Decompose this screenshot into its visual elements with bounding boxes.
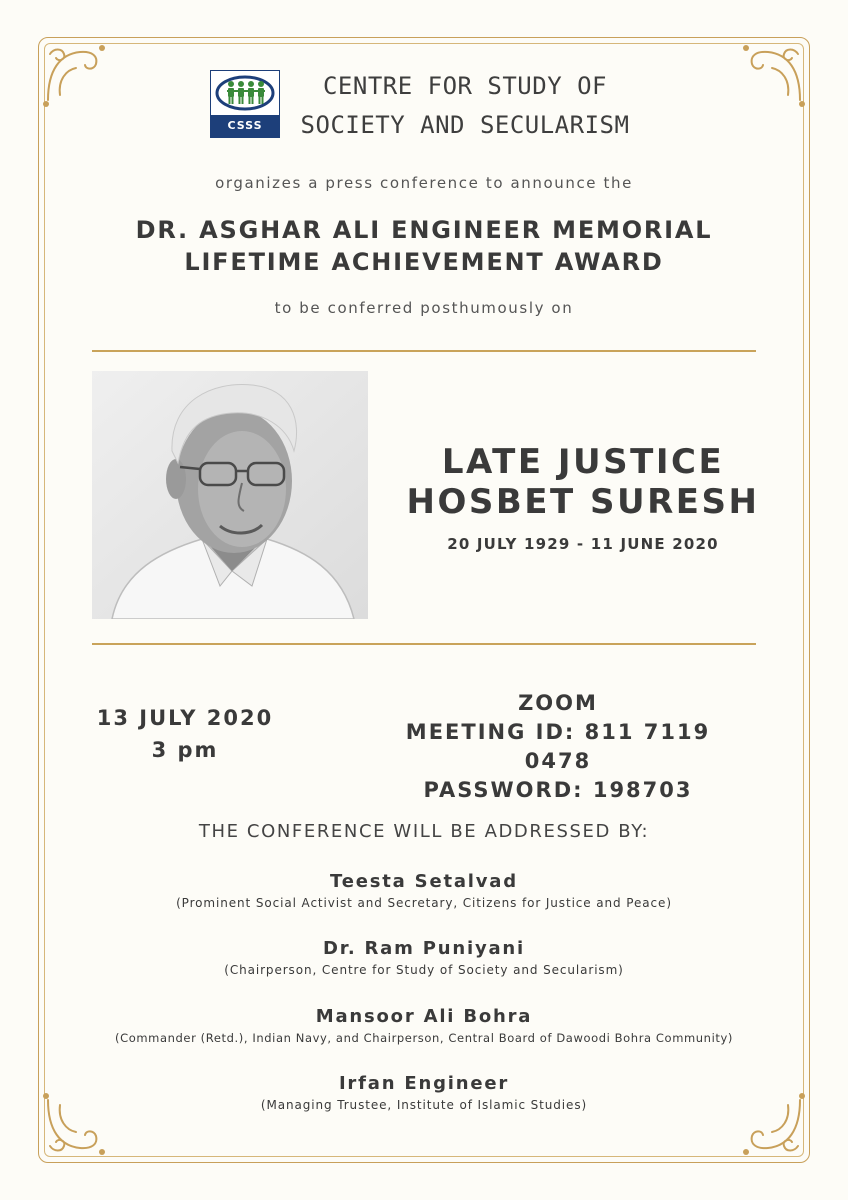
speaker-role: (Managing Trustee, Institute of Islamic Studies) (260, 1098, 588, 1112)
honoree-name-line1: LATE JUSTICE (441, 442, 725, 482)
corner-ornament-top-right (738, 40, 808, 110)
speaker-name: Teesta Setalvad (330, 871, 518, 892)
speaker-role: (Commander (Retd.), Indian Navy, and Chairperson, Central Board of Dawoodi Bohra Community) (115, 1031, 733, 1045)
speaker-3 (30, 1006, 818, 1045)
speaker-role: (Prominent Social Activist and Secretary, Citizens for Justice and Peace) (176, 896, 672, 910)
zoom-meeting-id: MEETING ID: 811 7119 0478 (405, 720, 711, 773)
org-name-line2: SOCIETY AND SECULARISM (300, 111, 630, 139)
org-name-line1: CENTRE FOR STUDY OF (322, 72, 608, 100)
addressed-by-heading: THE CONFERENCE WILL BE ADDRESSED BY: (198, 821, 650, 842)
divider-top (92, 350, 756, 352)
intro-text: organizes a press conference to announce the (215, 174, 633, 192)
corner-ornament-top-left (40, 40, 110, 110)
logo-text: CSSS (227, 119, 263, 132)
speaker-2 (30, 938, 818, 977)
speaker-name: Dr. Ram Puniyani (322, 938, 526, 959)
speaker-4 (30, 1073, 818, 1112)
speaker-role: (Chairperson, Centre for Study of Society and Secularism) (224, 963, 624, 977)
event-date: 13 JULY 2020 (96, 706, 274, 730)
event-time: 3 pm (151, 738, 219, 762)
award-title-line2: LIFETIME ACHIEVEMENT AWARD (184, 248, 664, 276)
zoom-platform: ZOOM (518, 691, 598, 715)
speaker-name: Irfan Engineer (338, 1073, 510, 1094)
honoree-photo (92, 371, 368, 619)
conferred-text: to be conferred posthumously on (274, 299, 574, 317)
csss-logo (210, 70, 280, 138)
event-datetime (80, 702, 290, 766)
zoom-password: PASSWORD: 198703 (423, 778, 693, 802)
speaker-name: Mansoor Ali Bohra (315, 1006, 533, 1027)
zoom-details (370, 689, 746, 805)
award-title (0, 214, 848, 278)
speaker-1 (30, 871, 818, 910)
honoree-name (400, 442, 766, 522)
portrait-image (92, 371, 368, 619)
award-title-line1: DR. ASGHAR ALI ENGINEER MEMORIAL (135, 216, 713, 244)
honoree-dates: 20 JULY 1929 - 11 JUNE 2020 (447, 535, 719, 553)
divider-bottom (92, 643, 756, 645)
honoree-name-line2: HOSBET SURESH (406, 482, 760, 522)
